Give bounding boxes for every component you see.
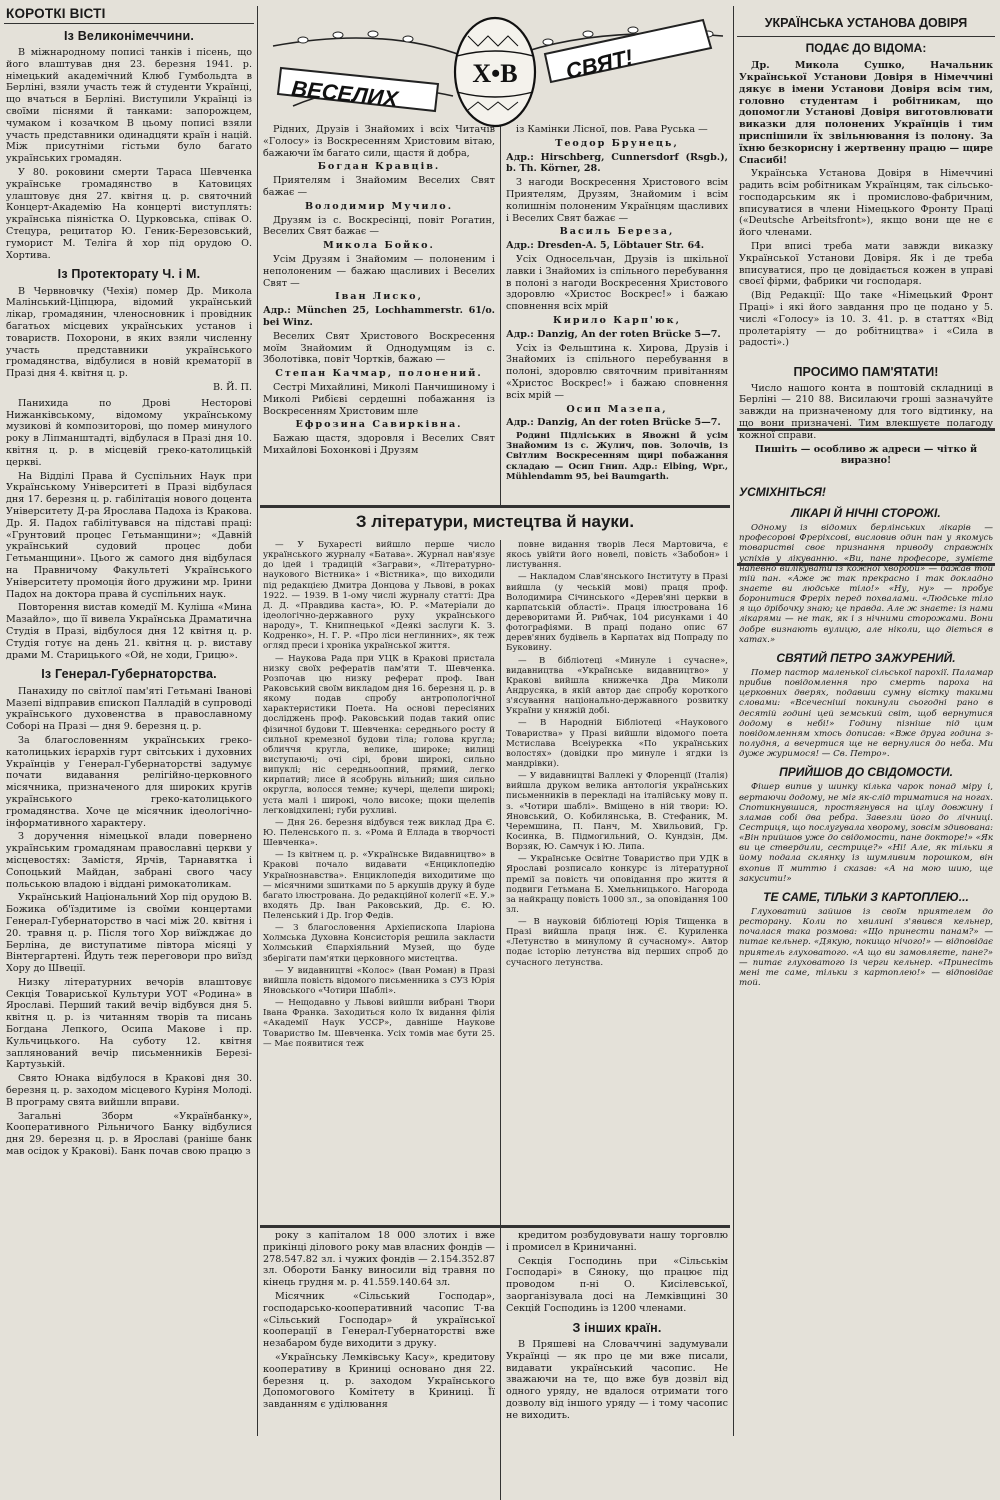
easter-egg-icon bbox=[455, 18, 535, 126]
egg-letters: Х•В bbox=[472, 59, 518, 88]
greeting: З нагоди Воскресення Христового всім Приятелям, Друзям, Знайомим і всім колишнім полоненим Українцям щасливих і Веселих Свят бажає — bbox=[506, 177, 728, 224]
greeting-signature: Теодор Брунець, bbox=[555, 137, 679, 149]
joke-title: ПРИЙШОВ ДО СВІДОМОСТИ. bbox=[779, 765, 953, 780]
notice-header: УКРАЇНСЬКА УСТАНОВА ДОВІРЯ bbox=[764, 16, 968, 30]
joke-title: ЛІКАРІ Й НІЧНІ СТОРОЖІ. bbox=[791, 505, 941, 520]
news-item: — Із квітнем ц. р. «Українське Видавництво» в Кракові почало видавати «Енциклопедію Українознавства». Енциклопедія виходитиме що — місячними зшитками по 5 аркушів друку й буде багато ілюстрована. До редакційної колегії «Е. У.» входять Др. Іван Раковський, Др. Є. Ю. Пеленський і Др. Ігор Федів. bbox=[263, 850, 495, 922]
bottom-col-1 bbox=[263, 1230, 495, 1436]
news-item: — В Народній Бібліотеці «Наукового Товариства» у Празі вийшли відомого поета Мстислава Всеіурекка «По українських волостях» (довідки про минуле і ягдки із мандрівки). bbox=[506, 718, 728, 769]
greeting: Родині Підліських в Явожні й усім Знайомим із с. Жулич, пов. Золочів, із Світлим Воскресенням щирі побажання складаю — Осип Гнип. Адр.: Elbing, Wpr., Mühlendamm 95, bei Baumgarth. bbox=[506, 431, 728, 482]
news-item: В Червновчку (Чехія) помер Др. Микола Малінський-Ціпцюра, відомий український лікар, громадянин, членосновник і провідник багатьох місцевих українських установ і товариств. Похорони, в яких взяли численну участь представники українського громадянства, відбулися в новій крематорії в Празі дня 4. квітня ц. р. bbox=[6, 285, 252, 380]
joke-title: СВЯТИЙ ПЕТРО ЗАЖУРЕНИЙ. bbox=[776, 650, 956, 665]
column-rule bbox=[500, 540, 501, 1500]
news-item: — Нещодавно у Львові вийшли вибрані Твори Івана Франка. Заходиться коло їх видання філія «Академії Наук УССР», давніше Наукове Товариство Ім. Шевченка. Усіх томів має бути 25. — Має появитися теж bbox=[263, 998, 495, 1049]
joke-text: Помер пастор маленької сільської парохії. Паламар прибив повідомлення про смерть пароха на церковних дверях, подавши сумну вістку такими словами: «Всечесніші покинули сьогодні рано в десятій годині цей земський світ, щоб вернутися додому в небі!» Годину пізніше під цим повідомленням хтось дописав: «Вже друга година з-полудня, а вечертися ще не вернулися до неба. Ми дуже журимося! — Св. Петро». bbox=[739, 667, 993, 760]
left-header: КОРОТКІ ВІСТІ bbox=[6, 6, 106, 21]
greeting: Бажаю щастя, здоровля і Веселих Свят Михайлові Бохонкові і Друзям bbox=[263, 433, 495, 456]
greeting: Сестрі Михайлині, Миколі Панчишиному і Миколі Рибієві сердешні побажання із Воскресенням Христовим шле bbox=[263, 381, 495, 417]
column-rule bbox=[500, 122, 501, 505]
news-item: В міжнародному пописі танків і пісень, що його влаштував дня 23. березня 1941. р. німецький академічний Клюб Гумбольдта в Берліні, взяли участь теж й студенти Українці, що вчаться в Берліні. Виступили Українці із своїми піснями й танками: запорожцем, чумаком і козачком В цьому пописі взяли участь представники одинадцяти країн і націй. Між присутніми гістьми було багато українських громадян. bbox=[6, 46, 252, 165]
greetings-left bbox=[263, 124, 495, 504]
news-item: На Відділі Права й Суспільних Наук при Українському Університеті в Празі відбулася дня 17. березня ц. р. габілітація нового доцента Університету Д-ра Ярослава Падоха із Кракова. Др. Я. Падох габілітувався на підставі праці: «Грунтовий процес Гетьманщини»; «Давній український судовий процес доби Гетьманщини». Цього ж самого дня відбулася на Правничому Факультеті Українського Університету промоція його дружини мр. Ірини Падох на доктора права й суспільних наук. bbox=[6, 470, 252, 600]
notice-subheader: ПОДАЄ ДО ВІДОМА: bbox=[805, 41, 927, 56]
greeting-signature: Кирило Карп'юк, bbox=[553, 314, 681, 326]
news-item: — Українське Освітнє Товариство при УДК в Ярославі розписало конкурс із літературної премії за повість чи оповідання про життя й подвиги Гетьмана Б. Хмельницького. Нагорода за найкращу повість 1000 зл., за оповідання 100 зл. bbox=[506, 854, 728, 915]
greeting-address: Адр.: München 25, Lochhammerstr. 61/o. bei Winz. bbox=[263, 305, 495, 328]
notice-text: Українська Установа Довіря в Німеччині радить всім робітникам Українцям, так сільсько-господарським як і промислово-фабричним, вписуватися в члени Німецького Фронту Праці («Deutsche Arbeitsfront»), якщо вони ще не є його членами. bbox=[739, 168, 993, 239]
greeting-signature: Микола Бойко. bbox=[323, 240, 435, 252]
greetings-right bbox=[506, 124, 728, 504]
news-item: — В науковій бібліотеці Юрія Тищенка в Празі вийшла праця інж. Є. Куриленка «Летунство в минулому й сучасному». Автор подає історію летунства від перших спроб до сучасного летунства. bbox=[506, 917, 728, 968]
column-rule bbox=[733, 6, 734, 1436]
greeting-signature: Осип Мазепа, bbox=[566, 403, 668, 415]
news-item: — У видавництві «Колос» (Іван Роман) в Празі вийшла повість відомого письменника з СУЗ Юрія Яновського «Чотири Шаблі». bbox=[263, 965, 495, 997]
notice-text: При вписі треба мати завжди виказку Української Установи Довіря. Як і де треба вписуватися, про це довідається кожен в управі своєї фірми, фабрики чи господаря. bbox=[739, 241, 993, 288]
news-item: Панихида по Дрові Несторові Нижанківському, відомому українському музикові й композиторові, що помер минулого року в Ліпманштадті, відбулася в Празі дня 10. квітня ц. р. в місцевій греко-католицькій церкві. bbox=[6, 397, 252, 468]
humor-header: УСМІХНІТЬСЯ! bbox=[739, 485, 826, 500]
section-title: Із Протекторату Ч. і М. bbox=[57, 267, 201, 282]
news-item: повне видання творів Леся Мартовича, є якось увійти його новелі, повість «Забобон» і листування. bbox=[506, 540, 728, 571]
news-item: — В бібліотеці «Минуле і сучасне», видавництва «Українське видавництво» у Кракові вийшла книжечка Дра Миколи Андрусяка, в якій автор дає спробу короткого з'ясування національно-державного розвитку України у княжій добі. bbox=[506, 655, 728, 717]
author-initials: В. Й. П. bbox=[212, 382, 252, 394]
section-title: З інших країн. bbox=[572, 1320, 662, 1335]
column-rule bbox=[257, 6, 258, 1436]
greeting-signature: Володимир Мучило. bbox=[304, 200, 454, 212]
news-item: Панахиду по світлої пам'яті Гетьмані Іванові Мазепі відправив єпископ Палладій в супроводі українського духовенства в православному Соборі на Празі — дня 9. березня ц. р. bbox=[6, 685, 252, 733]
news-item: — Накладом Слав'янського Інституту в Празі вийшла (у чеській мові) праця проф. Володимира Січинського «Дерев'яні церкви в карпатській області». Праця ілюстрована 16 дереворитами Й. Рибчак, 104 рисунками і 40 фотографіями. В праці подано опис 67 дерев'яних будівель в Карпатах від Попраду по Буковину. bbox=[506, 572, 728, 654]
section-title: Із Генерал-Губернаторства. bbox=[41, 667, 217, 682]
greeting-signature: Василь Береза, bbox=[559, 226, 675, 238]
news-item: — У Бухаресті вийшло перше число українського журналу «Батава». Журнал нав'язує до ідей і традицій «Заграви», «Літературно-наукового Вістника» і «Вістника», що виходили під редакцією Дмитра Донцова у Львові, в роках 1922. — 1939. В 1-ому числі журналу статті: Дра Д. Д. «Правдива каста», Ю. Р. «Матеріали до ідеологічно-державного руху українського народу», Т. Книпнецької «Деякі заслуги К. З. Кодренко», Н. Г. Р. «Про ліси неглинних», як теж огляд преси і хроніка української життя. bbox=[263, 540, 495, 652]
news-item: року з капіталом 18 000 злотих і вже прикінці ділового року мав власних фондів — 278.547.82 зл. і чужих фондів — 2.154.352.87 зл. Обороти Банку виносили від травня по кінець грудня м. р. 41.559.140.64 зл. bbox=[263, 1230, 495, 1289]
section-heading: З літератури, мистецтва й науки. bbox=[355, 512, 635, 531]
joke-text: Фішер випив у шинку кілька чарок понад міру і, вертаючи додому, не міг як-слід триматися на ногах. Спотикнувшися, простягнувся на цілу довжину і зламав собі два ребра. Завезли його до лічниці. Сестриця, що послугувала хворому, зовсім здивована: «Він прийшов уже до свідомости, пане докторе!» «Як ви це ствердили, сестрице?» «Ні! Але, як тільки я йому подала склянку із шумливим порошком, він вхопив її миттю і сказав: «А на мою шию, ще закусити!» bbox=[739, 782, 993, 884]
joke-title: ТЕ САМЕ, ТІЛЬКИ З КАРТОПЛЕЮ... bbox=[763, 889, 969, 904]
greeting-address: Адр.: Danzig, An der roten Brücke 5—7. bbox=[506, 417, 721, 429]
greeting: Рідних, Друзів і Знайомих і всіх Читачів «Голосу» із Воскресенням Христовим вітаю, бажаючи їм багато сили, щастя й добра, bbox=[263, 124, 495, 159]
greeting: Веселих Свят Христового Воскресення моїм Знайомим й Однодумцям із с. Зболотівка, повіт Чортків, бажаю — bbox=[263, 330, 495, 366]
notice-text: Др. Микола Сушко, Начальник Української Установи Довіря в Німеччині дякує в імени Установи Довіря всім тим, головно студентам і робітникам, що допомогли Установі Довіря виготовлювати виказки для полонених Українців і тим приспішили їх звільнювання із полону. За їхню безкорисну і жертвенну працю — щире Спасибі! bbox=[739, 60, 993, 166]
greeting-address: Адр.: Hirschberg, Cunnersdorf (Rsgb.), b. Th. Körner, 28. bbox=[506, 151, 728, 175]
greeting-address: Адр.: Danzig, An der roten Brücke 5—7. bbox=[506, 328, 721, 340]
news-item: кредитом розбудовувати нашу торговлю і промисел в Криничанні. bbox=[506, 1230, 728, 1253]
news-item: Свято Юнака відбулося в Кракові дня 30. березня ц. р. заходом місцевого Куріня Молоді. В програму свята вийшли вправи. bbox=[6, 1073, 252, 1108]
news-item: «Українську Лемківську Касу», кредитову кооперативу в Криниці основано дня 22. березня ц. р. заходом Українського Допомогового Комітету в Криниці. Її завданням є уділювання bbox=[263, 1351, 495, 1411]
banner-word-right: СВЯТ! bbox=[563, 44, 636, 84]
joke-text: Одному із відомих берлінських лікарів — професорові Фреріхсові, висловив один пан у якомусь товаристві своє признання приводу справжніх успіхів у лікуванню. «Ви, пане професоре, зумієте напевно вилікувати із кожної хвороби» — бажав той тій пан. «Аже ж так прекрасно і так докладно знаєте ви людське тіло!» «Ну, ну» — пробує боронитися Фреріх перед похвалами. «Людське тіло я що дрібочку знаю; це правда. Але ж знаєте: із нами лікарями — не так, як і з нічними сторожами. Вони добре визнають вулицю, але ніколи, що діється в хатах.» bbox=[739, 523, 993, 645]
news-item: Повторення вистав комедії М. Куліша «Мина Мазайло», що її вивела Українська Драматична Студія в Празі, відбулося дня 12 квітня ц. р. Студія готує на день 21. квітня ц. р. виставу драми М. Старицького «Ой, не ходи, Грицю». bbox=[6, 602, 252, 661]
greeting: із Камінки Лісної, пов. Рава Руська — bbox=[516, 124, 708, 135]
news-item: Секція Господинь при «Сільськім Господарі» в Сяноку, що працює під проводом п-ні О. Кисілевської, заорганізувала досі на Лемківщині 30 Секцій Господинь із 1200 членами. bbox=[506, 1255, 728, 1314]
greeting-signature: Степан Качмар, полонений. bbox=[275, 368, 483, 380]
easter-banner bbox=[263, 6, 728, 128]
greeting: Друзям із с. Воскресінці, повіт Рогатин, Веселих Свят бажає — bbox=[263, 214, 495, 238]
news-item: — Наукова Рада при УЦК в Кракові пристала низку своїх рефератів пам'яти Т. Шевченка. Розпочав цю низку реферат проф. Іван Раковський своїм викладом дня 16. березня ц. р. в якому подав спробу антропологічної характеристики Поета. На основі пересіяних досліджень проф. Раковський подав такий опис фізичної будови Т. Шевченка: середнього росту й сильної кремезної будови тіла; голова кругла; обличчя кругла, велике, широке; вилиці виступаючі; очі сірі, брови широкі, сильно випуклі; ніс середньоопний, прямий, легко кирпатий; лисе й ясобрунь вільний; шия сильно округла, волосся темне; кучері, щелепи широкі; уста малі і широкі, чоло високе; щоки щелепів легковідхилені; губи рухливі. bbox=[263, 653, 495, 816]
greeting: Приятелям і Знайомим Веселих Свят бажає — bbox=[263, 175, 495, 198]
news-item: Загальні Зборм «Українбанку», Кооперативного Рільничого Банку відбулися дня 29. березня ц. р. в Ярославі (раніше банк мав осідок у Кракові). Банк почав свою працю з bbox=[6, 1110, 252, 1158]
news-item: З доручення німецької влади повернено українським громадянам православні церкви у місцевостях: Замістя, Ярчів, Тарнавятка і Сопоцький Майдан, забрані свого часу польською владою і віддані римокатоликам. bbox=[6, 831, 252, 890]
notice-text: (Від Редакції: Що таке «Німецький Фронт Праці» і які його завдання про це подано у 5. числі «Голосу» із 10. 3. 41. р. в статтях «Від пролетаріяту — до робітництва» і «Сила в радості».) bbox=[739, 290, 993, 349]
greeting-signature: Богдан Кравців. bbox=[317, 161, 441, 173]
reminder-header: ПРОСИМО ПАМ'ЯТАТИ! bbox=[793, 365, 939, 380]
literature-col-1 bbox=[263, 540, 495, 1222]
right-column bbox=[739, 6, 993, 1436]
news-item: У 80. роковини смерти Тараса Шевченка українське громадянство в Катовицях улаштовує дня 27. квітня ц. р. святочний Концерт-Академію На концерті виступлять: українська піяністка О. Цурковська, співак О. Стецура, рецитатор Ю. Геник-Березовський, гуморист М. Теліга й хор під орудою О. Хортива. bbox=[6, 166, 252, 261]
bottom-col-2 bbox=[506, 1230, 728, 1436]
news-item: — З благословення Архієпископа Іларіона Холмська Духовна Консисторія решила закласти Холмський Єпархіяльний Музей, що буде зберігати пам'ятки церковного мистецтва. bbox=[263, 923, 495, 964]
section-rule bbox=[260, 1225, 730, 1228]
reminder-text: Число нашого конта в поштовій складниці в Берліні — 210 88. Висилаючи гроші зазначуйте завжди на призначеному для того відтинку, на що вони призначені. Тим влекшуєте полагоду кожної справи. bbox=[739, 382, 993, 441]
greeting: Усіх із Фельштина к. Хирова, Друзів і Знайомих із спільного перебування в полоні, здоровлю святочним привітанням «Христос Воскрес!» і бажаю сповнення всіх мрій — bbox=[506, 342, 728, 401]
banner-word-left: ВЕСЕЛИХ bbox=[290, 75, 400, 112]
news-item: Місячник «Сільський Господар», господарсько-кооперативний часопис Т-ва «Сільський Господар» й української кооперації в Генерал-Губернаторстві вже незабаром буде виходити з друку. bbox=[263, 1290, 495, 1350]
greeting-signature: Ефрозина Савирківна. bbox=[295, 419, 463, 431]
reminder-text: Пишіть — особливо ж адреси — чітко й виразно! bbox=[754, 443, 978, 467]
literature-col-2 bbox=[506, 540, 728, 1222]
greeting: Усіх Односельчан, Друзів із шкільної лавки і Знайомих із спільного перебування в полоні з нагоди Воскресення Христового здоровлю «Христос Воскрес!» і бажаю сповнення всіх мрій bbox=[506, 253, 728, 313]
news-item: В Пряшеві на Словаччині задумували Українці — як про це ми вже писали, видавати український часопис. Не зважаючи на те, що вже був дозвіл від одного уряду, не вдалося отримати того дозволу від іншого уряду — і тому часопис не виходить. bbox=[506, 1338, 728, 1421]
news-item: Український Національний Хор під орудою В. Божика об'їздитиме із своїми концертами Генерал-Губернаторство в часі між 20. квітня і 20. травня ц. р. Після того Хор виїжджає до Берліна, де виступатиме півтора місяці у Вінтергартені. Йдуть теж переговори про виїзд Хору до Швеції. bbox=[6, 892, 252, 975]
joke-text: Глуховатий зайшов із своїм приятелем до ресторану. Коли по хвилині з'явився кельнер, почалася така розмова: «Що принести панам?» — питає кельнер. «Дякую, покищо нічого!» — відповідає приятель глуховатого. «А що ви замовляєте, пане?» — питає глуховатого із черги кельнер. «Принесіть мені те саме, тільки з картоплею!» — відповідає той. bbox=[739, 906, 993, 988]
left-column bbox=[6, 6, 252, 1436]
news-item: — У видавництві Валлекі у Флоренції (Італія) вийшла друком велика антологія українських письменників в перекладі на італійську мову п. з. «Чотири шаблі». Вміщено в ній твори: Ю. Яновський, О. Кобилянська, В. Стефаник, М. Черемшина, П. Панч, М. Хвильовий, Гр. Косинка, В. Підмогильний, О. Кундзін, Дм. Ворзяк, Ю. Самчук і Ю. Липа. bbox=[506, 771, 728, 853]
greeting-address: Адр.: Dresden-A. 5, Löbtauer Str. 64. bbox=[506, 240, 705, 252]
news-item: — Дня 26. березня відбувся теж виклад Дра Є. Ю. Пеленського п. з. «Рома й Еллада в творчості Шевченка». bbox=[263, 817, 495, 849]
greeting: Усім Друзям і Знайомим — полоненим і неполоненим — бажаю щасливих і Веселих Свят — bbox=[263, 253, 495, 289]
section-rule bbox=[260, 505, 730, 508]
greeting-signature: Іван Лиско, bbox=[335, 291, 423, 303]
news-item: Низку літературних вечорів влаштовує Секція Товариської Культури УОТ «Родина» в Ярославі. Перший такий вечір відбувся дня 5. квітня ц. р. із читанням творів та писань Богдана Лепкого, Осипа Макове і пр. Кульчицького. На суботу 12. квітня заплянований вечір письменників Березі-Картузькій. bbox=[6, 976, 252, 1071]
section-title: Із Великонімеччини. bbox=[63, 28, 195, 43]
news-item: За благословенням українських греко-католицьких ієрархів гурт світських і духовних Українців у Генерал-Губернаторстві задумує почати видавання релігійно-церковного місячника, призначеного для широких кругів українського греко-католицького громадянства. Хоче це місячник ідеологічно-інформативного характеру. bbox=[6, 734, 252, 829]
